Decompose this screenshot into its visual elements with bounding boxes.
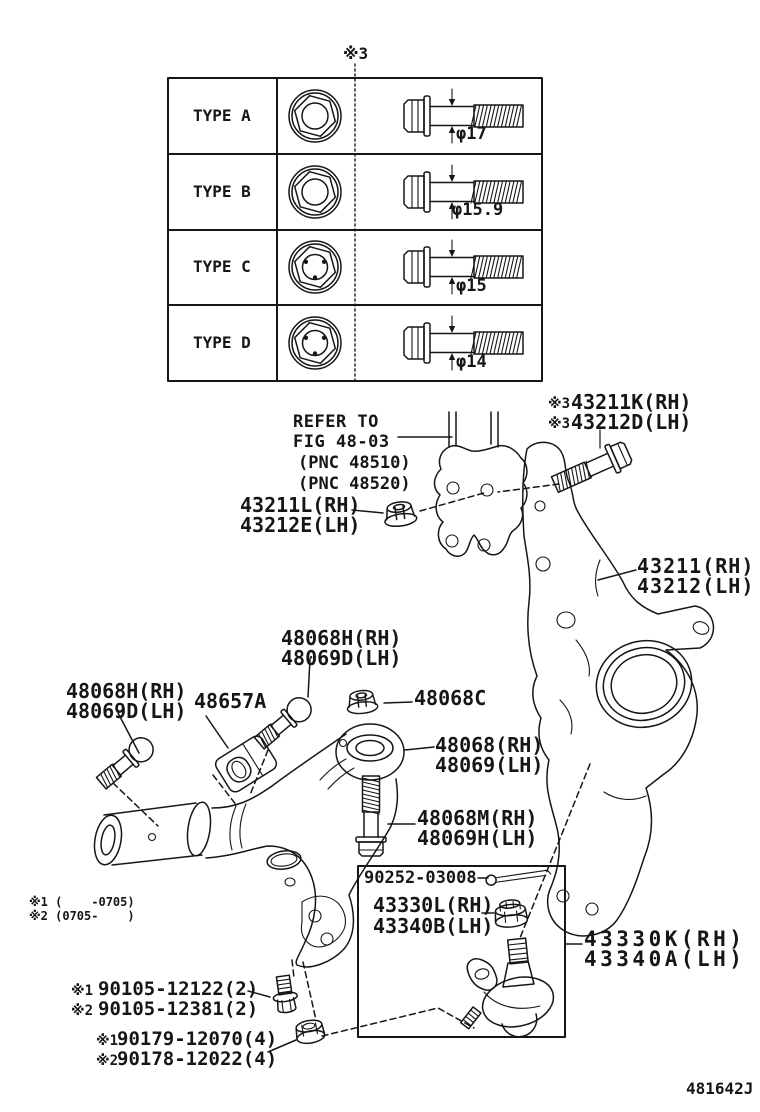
label-knuckle-nut-rh: 43211L(RH) (240, 493, 361, 517)
label-arm-bolt-lh: 48069H(LH) (417, 826, 538, 850)
cotter-pin-drawing (486, 870, 552, 886)
label-cotter-pin: 90252-03008 (364, 868, 477, 888)
label-ball-joint-lh: 43340A(LH) (584, 947, 746, 971)
table-type-c-label: TYPE C (193, 257, 251, 276)
date-note-line-1: ※1 ( -0705) (29, 895, 135, 909)
label-knuckle-rh: 43211(RH) (637, 554, 755, 578)
refer-note-line-2: FIG 48-03 (293, 432, 390, 452)
refer-note-line-3: (PNC 48510) (298, 453, 411, 473)
label-bolt-set-prefix-2: ※2 (71, 1003, 94, 1019)
knuckle-pinch-nut-drawing (382, 500, 417, 528)
castle-nut-drawing (493, 898, 528, 928)
date-note-line-2: ※2 (0705- ) (29, 909, 135, 923)
label-castle-nut-lh: 43340B(LH) (373, 914, 494, 938)
table-note-marker: ※3 (343, 44, 369, 63)
label-bolt-set-prefix-1: ※1 (71, 983, 94, 999)
table-type-b-label: TYPE B (193, 182, 251, 201)
flange-nut-drawing (346, 689, 379, 715)
knuckle-pinch-bolt-drawing (549, 430, 634, 498)
camber-bracket-drawing (213, 734, 279, 795)
label-nut-set-1: 90179-12070(4) (117, 1028, 278, 1050)
label-nut-set-prefix-1: ※1 (96, 1033, 119, 1049)
label-bolt-set-1: 90105-12122(2) (98, 978, 259, 1000)
table-type-a-label: TYPE A (193, 106, 251, 125)
leader-lines (118, 437, 636, 1052)
table-type-d-label: TYPE D (193, 333, 251, 352)
ball-joint-box (358, 866, 565, 1037)
ball-joint-drawing (461, 938, 559, 1037)
label-knuckle-bolt-prefix-2: ※3 (548, 416, 571, 432)
nut-icon-type-c (289, 241, 341, 293)
label-arm-bracket: 48657A (194, 689, 267, 713)
dia-type-d: φ14 (456, 352, 487, 372)
nut-icon-type-b (289, 166, 341, 218)
label-lower-arm-lh: 48069(LH) (435, 753, 544, 777)
dia-type-b: φ15.9 (452, 200, 504, 220)
dia-type-a: φ17 (456, 124, 487, 144)
mount-bolt-drawing (270, 975, 299, 1014)
label-knuckle-bolt-rh: 43211K(RH) (571, 390, 692, 414)
label-nut-set-prefix-2: ※2 (96, 1053, 119, 1069)
label-knuckle-bolt-prefix-1: ※3 (548, 396, 571, 412)
label-nut-set-2: 90178-12022(4) (117, 1048, 278, 1070)
label-knuckle-nut-lh: 43212E(LH) (240, 513, 361, 537)
label-lower-arm-rh: 48068(RH) (435, 733, 544, 757)
label-ball-joint-rh: 43330K(RH) (584, 927, 746, 951)
label-cam-bolt-upper-rh: 48068H(RH) (281, 626, 402, 650)
arm-bolt-drawing (356, 776, 386, 856)
label-cam-bolt-upper-lh: 48069D(LH) (281, 646, 402, 670)
figure-code: 481642J (686, 1079, 754, 1098)
mount-nut-drawing (294, 1018, 325, 1045)
label-flange-nut: 48068C (414, 686, 487, 710)
refer-note-line-1: REFER TO (293, 412, 379, 432)
dia-type-c: φ15 (456, 276, 487, 296)
label-castle-nut-rh: 43330L(RH) (373, 893, 494, 917)
label-cam-bolt-lower-rh: 48068H(RH) (66, 679, 187, 703)
label-cam-bolt-lower-lh: 48069D(LH) (66, 699, 187, 723)
nut-icon-type-d (289, 317, 341, 369)
label-knuckle-lh: 43212(LH) (637, 574, 755, 598)
label-bolt-set-2: 90105-12381(2) (98, 998, 259, 1020)
refer-note-line-4: (PNC 48520) (298, 474, 411, 494)
strut-bracket-drawing (434, 412, 526, 556)
nut-icon-type-a (289, 90, 341, 142)
cam-bolt-lower-drawing (94, 733, 158, 793)
label-knuckle-bolt-lh: 43212D(LH) (571, 410, 692, 434)
label-arm-bolt-rh: 48068M(RH) (417, 806, 538, 830)
